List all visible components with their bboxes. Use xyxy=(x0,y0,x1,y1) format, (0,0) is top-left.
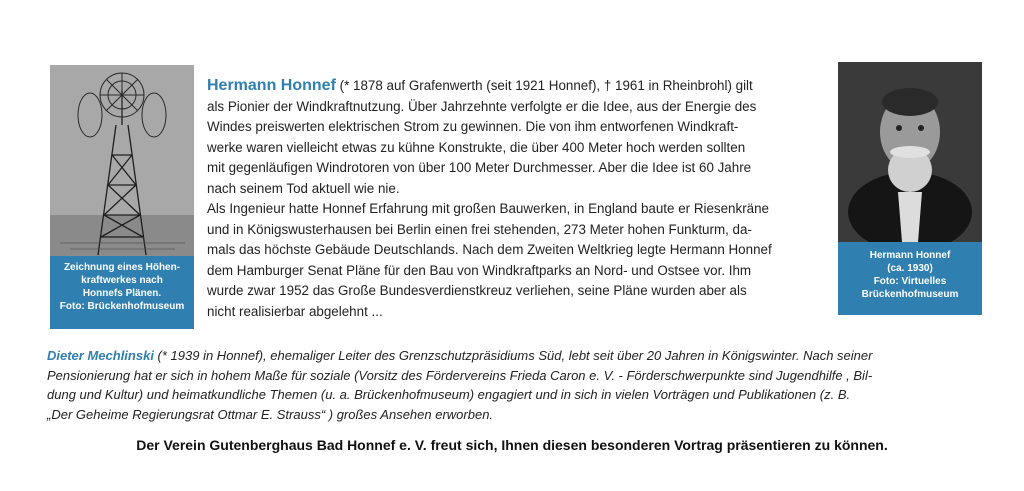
closing-statement: Der Verein Gutenberghaus Bad Honnef e. V. freut sich, Ihnen diesen besonderen Vortrag präsentieren zu können. xyxy=(136,437,888,453)
bio-line: nicht realisierbar abgelehnt ... xyxy=(207,303,383,319)
bio-line: nach seinem Tod aktuell wie nie. xyxy=(207,180,400,196)
bio-line: (* 1878 auf Grafenwerth (seit 1921 Honnef), † 1961 in Rheinbrohl) gilt xyxy=(335,78,753,93)
bio-name: Hermann Honnef xyxy=(207,77,336,94)
bio-line: dem Hamburger Senat Pläne für den Bau von Windkraftparks an Nord- und Ostsee vor. Ihm xyxy=(207,262,752,278)
bio-line: mit gegenläufigen Windrotoren von über 100 Meter Durchmesser. Aber die Idee ist 60 Jahre xyxy=(207,160,752,175)
caption-line: Brückenhofmuseum xyxy=(861,289,959,300)
speaker-line: dung und Kultur) und heimatkundliche Themen (u. a. Brückenhofmuseum) engagiert und in sich in vielen Vorträgen und Publikationen (z. B. xyxy=(47,387,851,402)
caption-line: Hermann Honnef xyxy=(869,250,951,261)
biography-text xyxy=(207,76,829,322)
caption-line: Foto: Brückenhofmuseum xyxy=(59,301,185,312)
caption-line: kraftwerkes nach xyxy=(81,275,163,286)
portrait-photo-icon xyxy=(838,62,982,242)
right-figure-caption xyxy=(838,242,982,315)
speaker-text xyxy=(47,346,982,424)
caption-line: (ca. 1930) xyxy=(887,263,933,274)
left-figure xyxy=(50,65,194,329)
speaker-line: Pensionierung hat er sich in hohem Maße für soziale (Vorsitz des Fördervereins Frieda Caron e. V. - Förderschwerpunkte sind Jugendhilfe , Bil- xyxy=(47,367,873,383)
bio-line: Windes preiswerten elektrischen Strom zu gewinnen. Die von ihm entworfenen Windkraft- xyxy=(207,119,739,134)
wind-tower-drawing-icon xyxy=(50,65,194,256)
bio-line: werke waren vielleicht etwas zu kühne Konstrukte, die über 400 Meter hoch werden sollten xyxy=(207,139,746,155)
caption-line: Foto: Virtuelles xyxy=(873,276,947,287)
left-figure-caption xyxy=(50,256,194,329)
speaker-line: (* 1939 in Honnef), ehemaliger Leiter des Grenzschutzpräsidiums Süd, lebt seit über 20 Jahren in Königswinter. Nach seiner xyxy=(153,348,873,363)
bio-line: mals das höchste Gebäude Deutschlands. Nach dem Zweiten Weltkrieg legte Hermann Honnef xyxy=(207,242,772,257)
bio-line: und in Königswusterhausen bei Berlin einen frei stehenden, 273 Meter hohen Funkturm, da- xyxy=(207,221,752,237)
caption-line: Honnefs Plänen. xyxy=(82,288,162,299)
speaker-line: „Der Geheime Regierungsrat Ottmar E. Strauss“ ) großes Ansehen erworben. xyxy=(47,406,494,422)
speaker-name: Dieter Mechlinski xyxy=(47,348,154,363)
bio-line: Als Ingenieur hatte Honnef Erfahrung mit großen Bauwerken, in England baute er Riesenkräne xyxy=(207,201,770,216)
right-figure xyxy=(838,62,982,315)
caption-line: Zeichnung eines Höhen- xyxy=(63,262,181,273)
bio-line: als Pionier der Windkraftnutzung. Über Jahrzehnte verfolgte er die Idee, aus der Energie des xyxy=(207,98,757,114)
bio-line: wurde zwar 1952 das Große Bundesverdienstkreuz verliehen, seine Pläne wurden aber als xyxy=(207,283,747,298)
